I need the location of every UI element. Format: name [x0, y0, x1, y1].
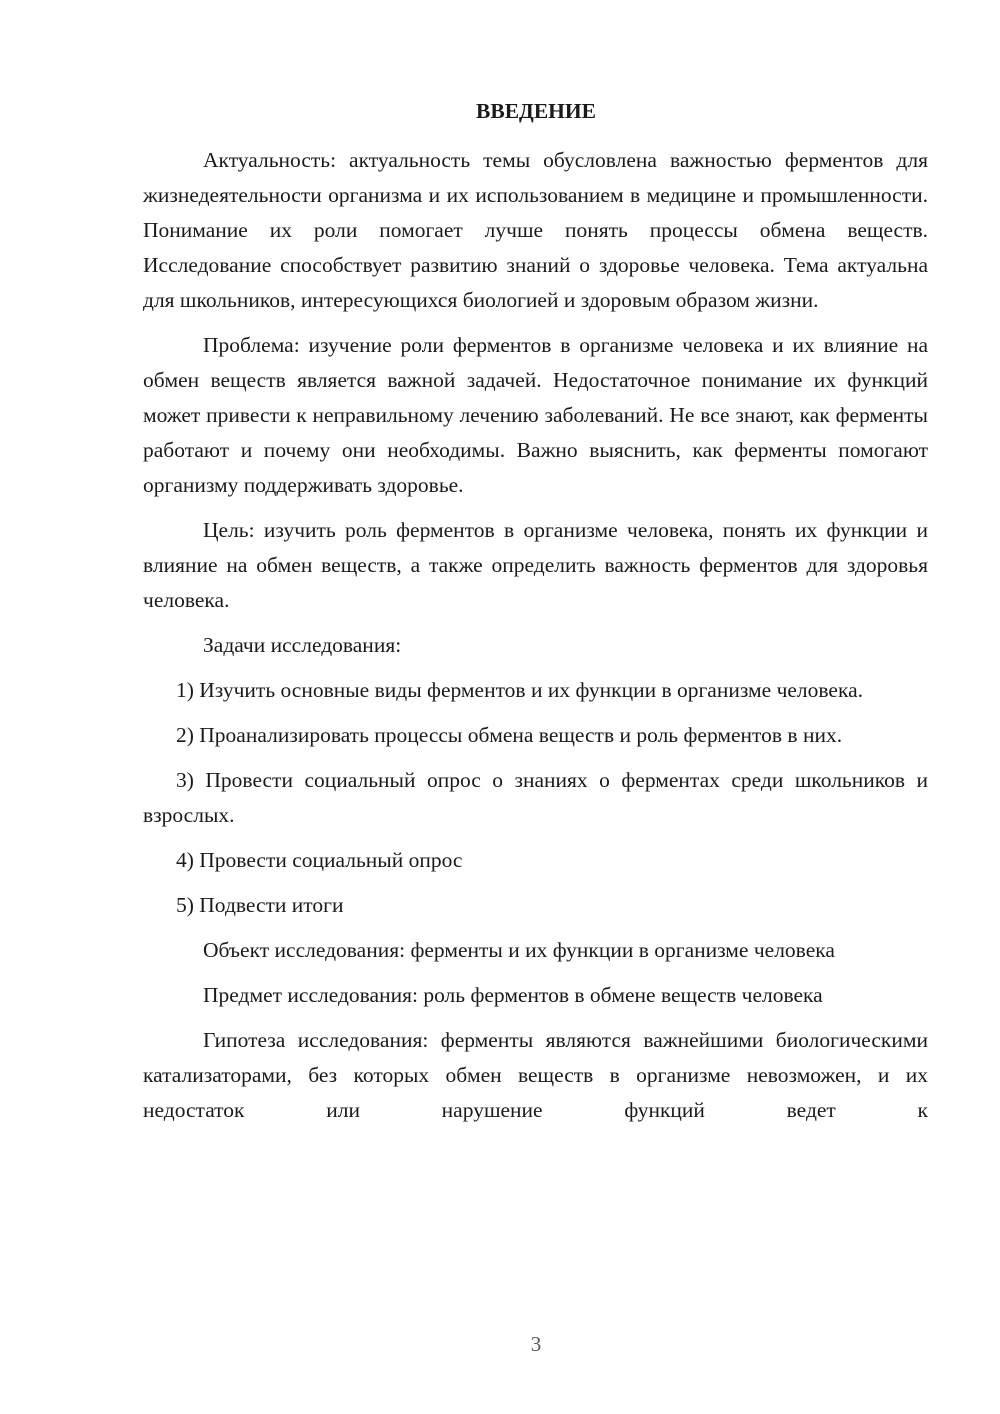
- task-item-2: 2) Проанализировать процессы обмена веществ и роль ферментов в них.: [176, 723, 843, 747]
- object-paragraph: Объект исследования: ферменты и их функции в организме человека: [203, 938, 835, 962]
- goal-paragraph: Цель: изучить роль ферментов в организме человека, понять их функции и влияние на обмен веществ, а также определить важность ферментов для здоровья человека.: [143, 518, 928, 612]
- task-item-5: 5) Подвести итоги: [176, 893, 344, 917]
- task-item-1: 1) Изучить основные виды ферментов и их функции в организме человека.: [176, 678, 864, 702]
- subject-paragraph: Предмет исследования: роль ферментов в обмене веществ человека: [203, 983, 823, 1007]
- task-item-4: 4) Провести социальный опрос: [176, 848, 463, 872]
- relevance-paragraph: Актуальность: актуальность темы обусловлена важностью ферментов для жизнедеятельности организма и их использованием в медицине и промышленности. Понимание их роли помогает лучше понять процессы обмена веществ. Исследование способствует развитию знаний о здоровье человека. Тема актуальна для школьников, интересующихся биологией и здоровым образом жизни.: [143, 148, 928, 312]
- tasks-heading: Задачи исследования:: [203, 633, 402, 657]
- task-item-3: 3) Провести социальный опрос о знаниях о ферментах среди школьников и взрослых.: [143, 768, 928, 827]
- problem-paragraph: Проблема: изучение роли ферментов в организме человека и их влияние на обмен веществ является важной задачей. Недостаточное понимание их функций может привести к неправильному лечению заболеваний. Не все знают, как ферменты работают и почему они необходимы. Важно выяснить, как ферменты помогают организму поддерживать здоровье.: [143, 333, 928, 497]
- page-number: 3: [530, 1332, 542, 1356]
- page-title: ВВЕДЕНИЕ: [476, 99, 596, 123]
- hypothesis-paragraph: Гипотеза исследования: ферменты являются важнейшими биологическими катализаторами, без которых обмен веществ в организме невозможен, и их недостаток или нарушение функций ведет к: [143, 1028, 928, 1122]
- body-text: [143, 143, 928, 1138]
